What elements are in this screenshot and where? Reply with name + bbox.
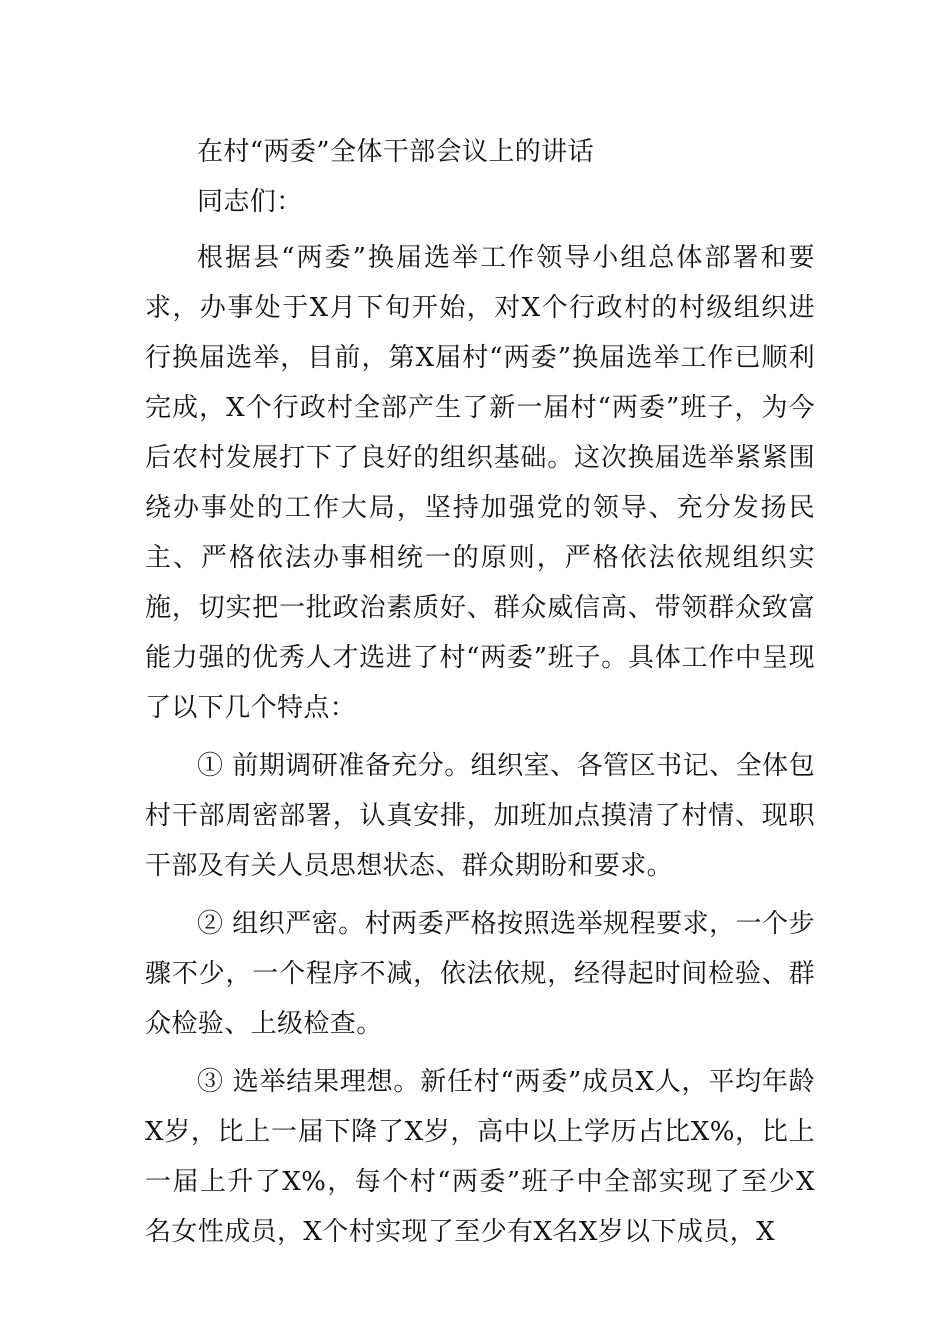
salutation: 同志们： bbox=[197, 187, 303, 217]
document-body bbox=[145, 127, 815, 1265]
paragraph-point-1: ① 前期调研准备充分。组织室、各管区书记、全体包村干部周密部署，认真安排，加班加点摸清了村情、现职干部及有关人员思想状态、群众期盼和要求。 bbox=[145, 751, 815, 881]
paragraph-point-2: ② 组织严密。村两委严格按照选举规程要求，一个步骤不少，一个程序不减，依法依规，经得起时间检验、群众检验、上级检查。 bbox=[145, 909, 815, 1039]
speech-title: 在村“两委”全体干部会议上的讲话 bbox=[197, 137, 594, 167]
paragraph-point-3: ③ 选举结果理想。新任村“两委”成员X人，平均年龄X岁，比上一届下降了X岁，高中以上学历占比X%，比上一届上升了X%，每个村“两委”班子中全部实现了至少X名女性成员，X个村实现了至少有X名X岁以下成员，X bbox=[145, 1067, 815, 1247]
paragraph-intro: 根据县“两委”换届选举工作领导小组总体部署和要求，办事处于X月下旬开始，对X个行政村的村级组织进行换届选举，目前，第X届村“两委”换届选举工作已顺利完成，X个行政村全部产生了新一届村“两委”班子，为今后农村发展打下了良好的组织基础。这次换届选举紧紧围绕办事处的工作大局，坚持加强党的领导、充分发扬民主、严格依法办事相统一的原则，严格依法依规组织实施，切实把一批政治素质好、群众威信高、带领群众致富能力强的优秀人才选进了村“两委”班子。具体工作中呈现了以下几个特点： bbox=[145, 243, 815, 723]
